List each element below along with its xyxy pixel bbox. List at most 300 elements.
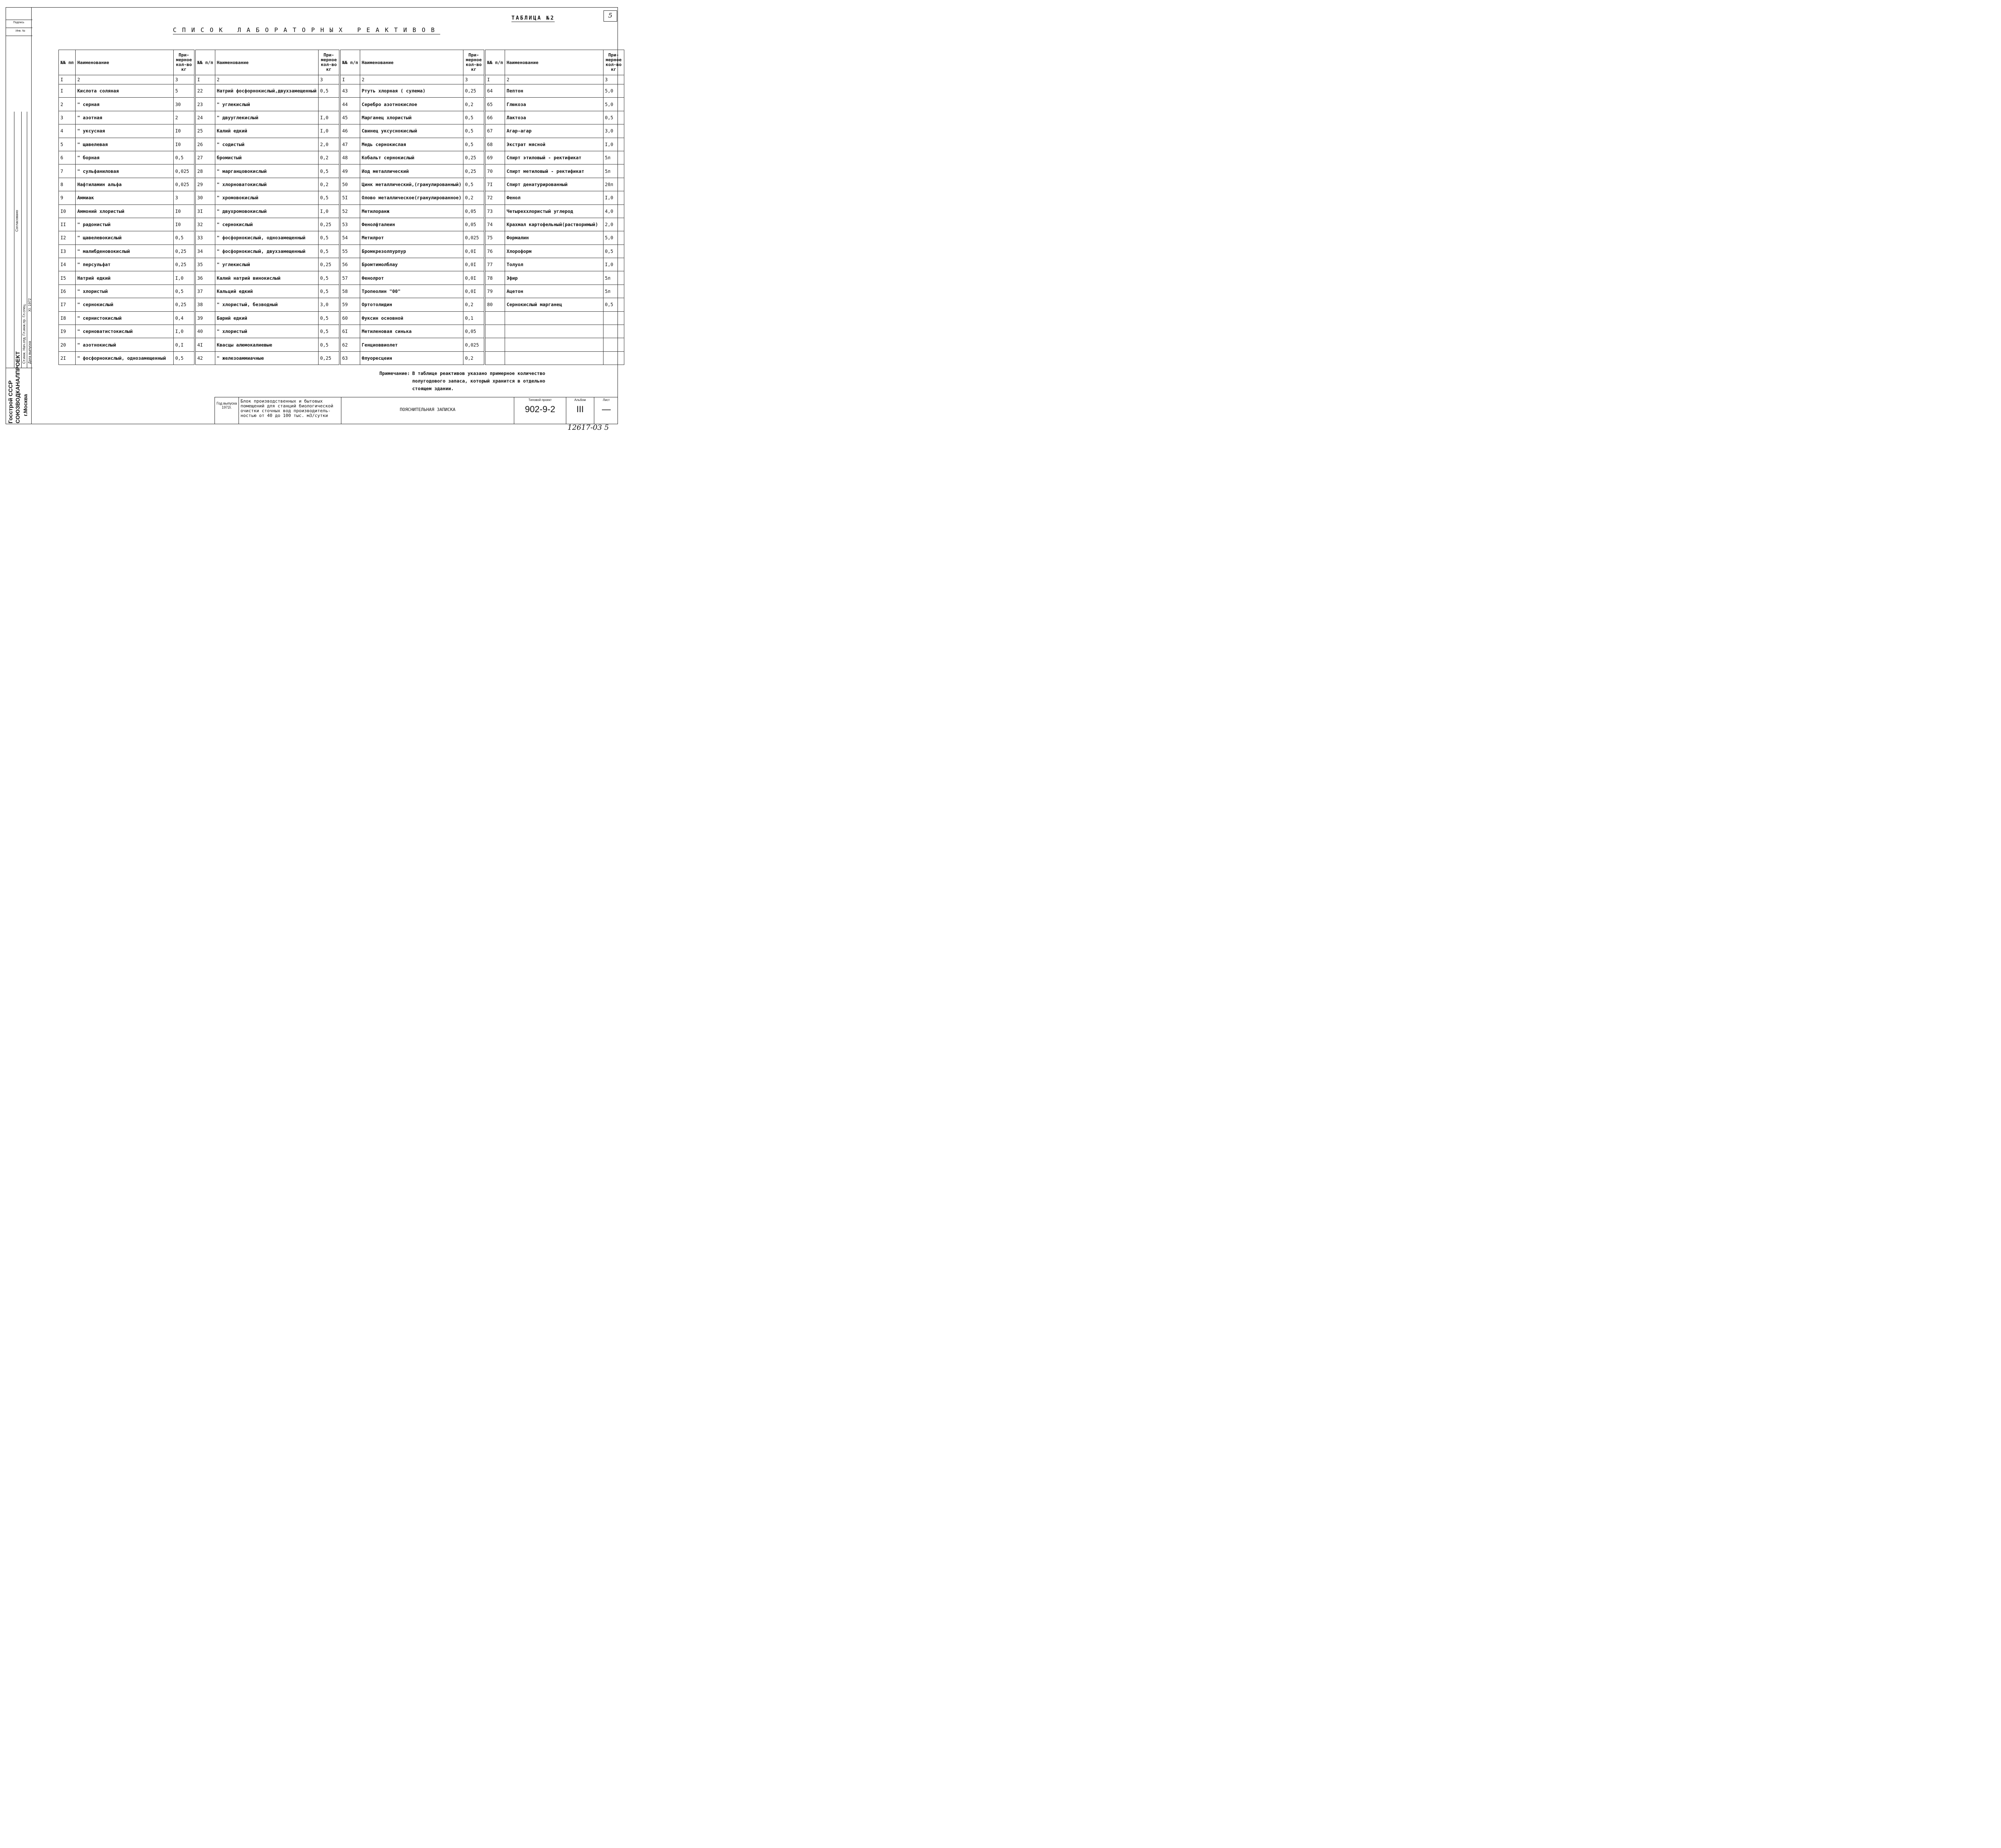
reagent-name — [505, 325, 603, 338]
page-title: СПИСОК ЛАБОРАТОРНЫХ РЕАКТИВОВ — [173, 26, 440, 34]
reagent-num: I6 — [59, 285, 76, 298]
reagent-num: 28 — [195, 164, 215, 178]
header-num: №№ п/п — [195, 50, 215, 75]
reagent-qty: 2 — [173, 111, 194, 124]
reagent-num: I3 — [59, 245, 76, 258]
reagent-num: 24 — [195, 111, 215, 124]
reagent-name: " уксусная — [76, 124, 174, 138]
page-number: 5 — [604, 10, 617, 22]
reagent-name: Экстрат мясной — [505, 138, 603, 151]
reagent-name: " персульфат — [76, 258, 174, 271]
reagent-qty: 0,2 — [463, 298, 484, 311]
reagent-num: 5I — [341, 191, 360, 204]
reagent-num: 3I — [195, 204, 215, 218]
reagent-name: Нафтиламин альфа — [76, 178, 174, 191]
reagent-num — [485, 338, 505, 351]
header-num: №№ п/п — [341, 50, 360, 75]
reagent-num: 27 — [195, 151, 215, 164]
header-name: Наименование — [76, 50, 174, 75]
reagent-name: Натрий едкий — [76, 271, 174, 285]
reagent-qty: 0,2 — [463, 191, 484, 204]
column-number: 2 — [215, 75, 318, 84]
reagent-num: 72 — [485, 191, 505, 204]
reagent-num: 49 — [341, 164, 360, 178]
reagent-qty: 4,0 — [603, 204, 624, 218]
reagent-name: Олово металлическое(гранулированное) — [360, 191, 463, 204]
reagent-name: " сернистокислый — [76, 311, 174, 325]
table-row — [59, 258, 624, 271]
reagent-name: Метилоранж — [360, 204, 463, 218]
reagent-qty: 0,25 — [173, 245, 194, 258]
reagent-qty: 0,5 — [318, 164, 339, 178]
table-row — [59, 84, 624, 98]
reagent-qty: 0,5 — [318, 285, 339, 298]
reagent-name: " двууглекислый — [215, 111, 318, 124]
table-row — [59, 271, 624, 285]
reagent-name: " сернокислый — [76, 298, 174, 311]
reagent-num: 53 — [341, 218, 360, 231]
reagent-qty: 0,5 — [318, 325, 339, 338]
table-row — [59, 285, 624, 298]
stamp-album-cell — [566, 397, 594, 424]
reagent-num: 38 — [195, 298, 215, 311]
footnote-label: Примечание: — [379, 371, 410, 376]
reagent-name: " хлорноватокислый — [215, 178, 318, 191]
reagent-qty: I0 — [173, 204, 194, 218]
header-name: Наименование — [505, 50, 603, 75]
reagent-num: 30 — [195, 191, 215, 204]
reagent-num: I — [59, 84, 76, 98]
table-row — [59, 245, 624, 258]
reagent-qty: 0,5 — [463, 111, 484, 124]
reagent-name: " марганцовокислый — [215, 164, 318, 178]
reagent-name: Пептон — [505, 84, 603, 98]
reagent-name: Бромтимолблау — [360, 258, 463, 271]
reagent-num: 79 — [485, 285, 505, 298]
reagent-num: 58 — [341, 285, 360, 298]
table-row — [59, 124, 624, 138]
reagent-qty: 0,25 — [463, 84, 484, 98]
reagent-qty: 0,5 — [318, 245, 339, 258]
header-name: Наименование — [360, 50, 463, 75]
stamp-year-cell — [215, 397, 239, 424]
reagent-name: " малибденовокислый — [76, 245, 174, 258]
reagent-qty: 5,0 — [603, 231, 624, 245]
reagent-num: 6I — [341, 325, 360, 338]
stamp-doc-title: ПОЯСНИТЕЛЬНАЯ ЗАПИСКА — [341, 397, 514, 424]
reagent-num: 50 — [341, 178, 360, 191]
reagent-qty: I,0 — [603, 258, 624, 271]
reagent-qty: 0,0I — [463, 245, 484, 258]
header-qty: При-мерное кол-во кг — [603, 50, 624, 75]
table-row — [59, 298, 624, 311]
reagent-name: Глюкоза — [505, 98, 603, 111]
inv-caption: Инв. № — [16, 30, 26, 32]
reagent-name: Метиленовая синька — [360, 325, 463, 338]
reagent-num: 57 — [341, 271, 360, 285]
reagent-name: Флуоресцеин — [360, 351, 463, 365]
reagent-qty: I,0 — [173, 271, 194, 285]
reagent-name: Барий едкий — [215, 311, 318, 325]
reagent-qty — [603, 311, 624, 325]
reagent-name: " хлористый — [215, 325, 318, 338]
reagent-name: " серноватистокислый — [76, 325, 174, 338]
reagent-qty — [603, 351, 624, 365]
date-caption: Дата выпуска — [28, 341, 32, 364]
reagent-qty: I0 — [173, 218, 194, 231]
reagent-num: 78 — [485, 271, 505, 285]
reagent-qty: 0,5 — [318, 231, 339, 245]
reagent-qty: 0,5 — [463, 138, 484, 151]
reagent-name: Толуол — [505, 258, 603, 271]
reagent-qty: 0,025 — [463, 338, 484, 351]
reagent-num: 7 — [59, 164, 76, 178]
reagent-num: I0 — [59, 204, 76, 218]
reagent-name: " борная — [76, 151, 174, 164]
reagent-name: Спирт метиловый - ректификат — [505, 164, 603, 178]
reagent-num: 33 — [195, 231, 215, 245]
reagent-num: 5 — [59, 138, 76, 151]
reagent-qty: 0,25 — [318, 218, 339, 231]
date-value: XI. 1972 — [28, 298, 32, 312]
reagent-qty: I,0 — [173, 325, 194, 338]
stamp-album: III — [576, 404, 584, 414]
reagent-num: 45 — [341, 111, 360, 124]
stamp-year-caption: Год выпуска — [217, 401, 237, 405]
column-number: 2 — [505, 75, 603, 84]
reagent-num: 7I — [485, 178, 505, 191]
reagent-qty: 0,2 — [318, 151, 339, 164]
reagent-name — [505, 311, 603, 325]
reagent-num: I9 — [59, 325, 76, 338]
reagent-qty: 0,5 — [173, 231, 194, 245]
reagent-qty: 0,25 — [173, 258, 194, 271]
reagent-qty: 0,5 — [603, 298, 624, 311]
reagent-num: 59 — [341, 298, 360, 311]
reagent-num — [485, 325, 505, 338]
reagent-name: Фенол — [505, 191, 603, 204]
reagent-qty: 0,05 — [463, 204, 484, 218]
reagent-name: Спирт этиловый - ректификат — [505, 151, 603, 164]
column-number-row — [59, 75, 624, 84]
title-block — [215, 397, 618, 424]
reagent-num: 34 — [195, 245, 215, 258]
reagent-qty: 5л — [603, 285, 624, 298]
reagent-num: 74 — [485, 218, 505, 231]
reagent-qty: I0 — [173, 124, 194, 138]
reagent-name: Фуксин основной — [360, 311, 463, 325]
table-row — [59, 351, 624, 365]
reagent-qty: 0,25 — [173, 298, 194, 311]
reagent-qty — [318, 98, 339, 111]
org-city: г.Москва — [22, 394, 28, 416]
table-row — [59, 98, 624, 111]
reagent-num: 39 — [195, 311, 215, 325]
reagent-name: бромистый — [215, 151, 318, 164]
column-number: 2 — [76, 75, 174, 84]
reagent-num: 70 — [485, 164, 505, 178]
reagent-name: Сернокислый марганец — [505, 298, 603, 311]
reagent-qty: 0,0I — [463, 271, 484, 285]
reagent-num: 48 — [341, 151, 360, 164]
reagent-num: 20 — [59, 338, 76, 351]
reagent-num: 25 — [195, 124, 215, 138]
reagent-name: " содистый — [215, 138, 318, 151]
reagent-name: " азотнокислый — [76, 338, 174, 351]
reagent-num: 32 — [195, 218, 215, 231]
stamp-project-cell — [514, 397, 566, 424]
reagent-name: Спирт денатурированный — [505, 178, 603, 191]
reagent-num: I2 — [59, 231, 76, 245]
reagent-name: Эфир — [505, 271, 603, 285]
reagent-num — [485, 351, 505, 365]
reagent-num: II — [59, 218, 76, 231]
reagent-num: 52 — [341, 204, 360, 218]
reagent-qty: 0,0I — [463, 258, 484, 271]
reagent-qty: 0,5 — [318, 191, 339, 204]
reagent-name: Медь сернокислая — [360, 138, 463, 151]
table-row — [59, 151, 624, 164]
reagent-name: Четыреххлористый углерод — [505, 204, 603, 218]
reagent-qty: 0,5 — [173, 351, 194, 365]
reagent-name: " азотная — [76, 111, 174, 124]
reagent-qty: 0,2 — [463, 98, 484, 111]
reagent-num: 4I — [195, 338, 215, 351]
reagent-name: Ацетон — [505, 285, 603, 298]
reagent-name: " сульфаниловая — [76, 164, 174, 178]
reagent-qty: 0,25 — [318, 351, 339, 365]
reagent-num: 9 — [59, 191, 76, 204]
reagent-num: 43 — [341, 84, 360, 98]
reagent-qty: 0,5 — [318, 84, 339, 98]
table-row — [59, 164, 624, 178]
reagent-name: Агар-агар — [505, 124, 603, 138]
table-row — [59, 218, 624, 231]
reagent-qty: 0,5 — [463, 178, 484, 191]
reagent-qty: 5л — [603, 151, 624, 164]
reagent-name: Натрий фосфорнокислый,двухзамещенный — [215, 84, 318, 98]
reagent-name: " хлористый, безводный — [215, 298, 318, 311]
reagent-num: 35 — [195, 258, 215, 271]
stamp-year: 1972г. — [222, 405, 232, 409]
reagent-qty: 0,5 — [603, 245, 624, 258]
column-number: I — [485, 75, 505, 84]
reagent-name: Ртуть хлорная ( сулема) — [360, 84, 463, 98]
roles-label: Ст.инж. Нач.отд. Гл.инж.пр. Гл.спец. — [22, 303, 26, 364]
reagent-name: Марганец хлористый — [360, 111, 463, 124]
reagent-num: 60 — [341, 311, 360, 325]
reagent-qty: 0,5 — [318, 271, 339, 285]
reagent-qty: I,0 — [603, 138, 624, 151]
reagent-name: Крахмал картофельный(растворимый) — [505, 218, 603, 231]
stamp-sheet-cell — [594, 397, 618, 424]
reagent-num: 62 — [341, 338, 360, 351]
reagent-qty: 3,0 — [603, 124, 624, 138]
reagent-num: 2I — [59, 351, 76, 365]
reagent-qty: 2,0 — [603, 218, 624, 231]
reagent-num: 65 — [485, 98, 505, 111]
reagent-name: " фосфорнокислый, двухзамещенный — [215, 245, 318, 258]
reagent-name: Ортотолидин — [360, 298, 463, 311]
reagent-name: Квасцы алюмокалиевые — [215, 338, 318, 351]
reagent-num: 63 — [341, 351, 360, 365]
reagents-table — [58, 50, 624, 365]
column-number: 3 — [603, 75, 624, 84]
stamp-project: 902-9-2 — [525, 404, 555, 414]
header-num: №№ п/п — [485, 50, 505, 75]
column-number: I — [59, 75, 76, 84]
reagent-name: Цинк металлический,(гранулированный) — [360, 178, 463, 191]
reagent-qty: 0,0I — [463, 285, 484, 298]
reagent-qty: 0,4 — [173, 311, 194, 325]
reagent-name: Лактоза — [505, 111, 603, 124]
column-number: I — [341, 75, 360, 84]
reagent-name: Генциоввиолет — [360, 338, 463, 351]
reagent-num: 47 — [341, 138, 360, 151]
reagent-name: Кислота соляная — [76, 84, 174, 98]
reagent-qty: 0,025 — [463, 231, 484, 245]
table-row — [59, 204, 624, 218]
reagent-name: Хлороформ — [505, 245, 603, 258]
column-number: 2 — [360, 75, 463, 84]
doc-number: 12617-03 5 — [567, 423, 609, 432]
reagent-num: 67 — [485, 124, 505, 138]
reagent-num: 44 — [341, 98, 360, 111]
reagent-qty: 0,05 — [463, 325, 484, 338]
reagent-qty: 5 — [173, 84, 194, 98]
reagent-qty: I,0 — [318, 111, 339, 124]
reagent-name: " радонистый — [76, 218, 174, 231]
reagent-qty: 0,5 — [463, 124, 484, 138]
reagent-num: 76 — [485, 245, 505, 258]
reagent-num: 40 — [195, 325, 215, 338]
approvals-label: Согласовано — [15, 210, 19, 232]
reagent-name: " фосфорнокислый, однозамещенный — [215, 231, 318, 245]
reagent-name: " сернокислый — [215, 218, 318, 231]
column-number: I — [195, 75, 215, 84]
reagent-name: Свинец уксуснокислый — [360, 124, 463, 138]
reagent-num: 2 — [59, 98, 76, 111]
reagent-qty: 0,5 — [318, 311, 339, 325]
table-header-row — [59, 50, 624, 75]
reagent-name: Бромкрезолпурпур — [360, 245, 463, 258]
reagent-num: 64 — [485, 84, 505, 98]
reagent-num: 46 — [341, 124, 360, 138]
reagent-name: Тропеолин "00" — [360, 285, 463, 298]
header-name: Наименование — [215, 50, 318, 75]
reagent-num: 75 — [485, 231, 505, 245]
table-row — [59, 178, 624, 191]
reagent-qty — [603, 338, 624, 351]
reagent-num: 22 — [195, 84, 215, 98]
reagent-qty: 0,5 — [603, 111, 624, 124]
reagent-num: 69 — [485, 151, 505, 164]
reagent-name — [505, 338, 603, 351]
reagent-name: Калий натрий винокислый — [215, 271, 318, 285]
org-soyuzvodkanalproekt: СОЮЗВОДКАНАЛПРОЕКТ — [14, 351, 21, 423]
table-row — [59, 231, 624, 245]
reagent-num: 23 — [195, 98, 215, 111]
reagent-qty: 0,25 — [463, 164, 484, 178]
table-label: ТАБЛИЦА №2 — [511, 15, 555, 21]
reagent-name: Метилрот — [360, 231, 463, 245]
column-number: 3 — [318, 75, 339, 84]
reagent-qty: I,0 — [318, 124, 339, 138]
reagent-name: " железоаммиачные — [215, 351, 318, 365]
reagent-num: 37 — [195, 285, 215, 298]
reagent-qty: 0,25 — [463, 151, 484, 164]
reagent-qty: 0,025 — [173, 178, 194, 191]
reagent-name: " углекислый — [215, 258, 318, 271]
reagent-qty: 0,2 — [463, 351, 484, 365]
reagent-qty: 3,0 — [318, 298, 339, 311]
reagent-name: Аммоний хлористый — [76, 204, 174, 218]
reagent-num: 80 — [485, 298, 505, 311]
header-qty: При-мерное кол-во кг — [173, 50, 194, 75]
reagent-qty: 0,025 — [173, 164, 194, 178]
reagent-name — [505, 351, 603, 365]
reagent-qty: I,0 — [603, 191, 624, 204]
column-number: 3 — [463, 75, 484, 84]
reagent-qty: 0,25 — [318, 258, 339, 271]
stamp-project-caption: Типовой проект — [528, 398, 552, 402]
reagent-num: 6 — [59, 151, 76, 164]
reagent-qty: 20л — [603, 178, 624, 191]
stamp-album-caption: Альбом — [574, 398, 586, 402]
reagent-qty: 0,1 — [463, 311, 484, 325]
reagent-num: 66 — [485, 111, 505, 124]
reagent-name: " щавелевокислый — [76, 231, 174, 245]
reagent-num: 54 — [341, 231, 360, 245]
header-qty: При-мерное кол-во кг — [318, 50, 339, 75]
reagent-qty: 0,5 — [173, 285, 194, 298]
reagent-qty: I0 — [173, 138, 194, 151]
reagent-name: " хлористый — [76, 285, 174, 298]
footnote — [379, 370, 545, 391]
table-row — [59, 138, 624, 151]
reagent-num: 36 — [195, 271, 215, 285]
reagent-qty: 5,0 — [603, 98, 624, 111]
reagent-name: Фенолфталеин — [360, 218, 463, 231]
reagent-qty: 5л — [603, 271, 624, 285]
reagent-num: I4 — [59, 258, 76, 271]
reagent-name: Кобальт сернокислый — [360, 151, 463, 164]
footnote-text: В таблице реактивов указано примерное количество полугодового запаса, который хранится в отдельно стоящем здании. — [412, 371, 545, 391]
reagent-num: I8 — [59, 311, 76, 325]
reagent-num: 56 — [341, 258, 360, 271]
org-gosstroy: Госстрой СССР — [7, 380, 14, 423]
reagent-name: " углекислый — [215, 98, 318, 111]
table-row — [59, 338, 624, 351]
reagent-qty: 5,0 — [603, 84, 624, 98]
reagent-name: " фосфорнокислый, однозамещенный — [76, 351, 174, 365]
reagent-name: Иод металлический — [360, 164, 463, 178]
reagent-qty: 3 — [173, 191, 194, 204]
reagent-num: I5 — [59, 271, 76, 285]
header-qty: При-мерное кол-во кг — [463, 50, 484, 75]
stamp-sheet: — — [602, 404, 611, 414]
stamp-description: Блок производственных и бытовых помещений для станций биологической очистки сточных вод производитель-ностью от 40 до 100 тыс. м3/сутки — [239, 397, 341, 424]
reagent-qty: 0,05 — [463, 218, 484, 231]
table-row — [59, 325, 624, 338]
reagent-name: " двухромовокислый — [215, 204, 318, 218]
reagent-qty: 5л — [603, 164, 624, 178]
column-number: 3 — [173, 75, 194, 84]
reagent-name: Фенолрот — [360, 271, 463, 285]
reagent-name: Кальций едкий — [215, 285, 318, 298]
reagent-num: 4 — [59, 124, 76, 138]
reagent-name: " хромовокислый — [215, 191, 318, 204]
